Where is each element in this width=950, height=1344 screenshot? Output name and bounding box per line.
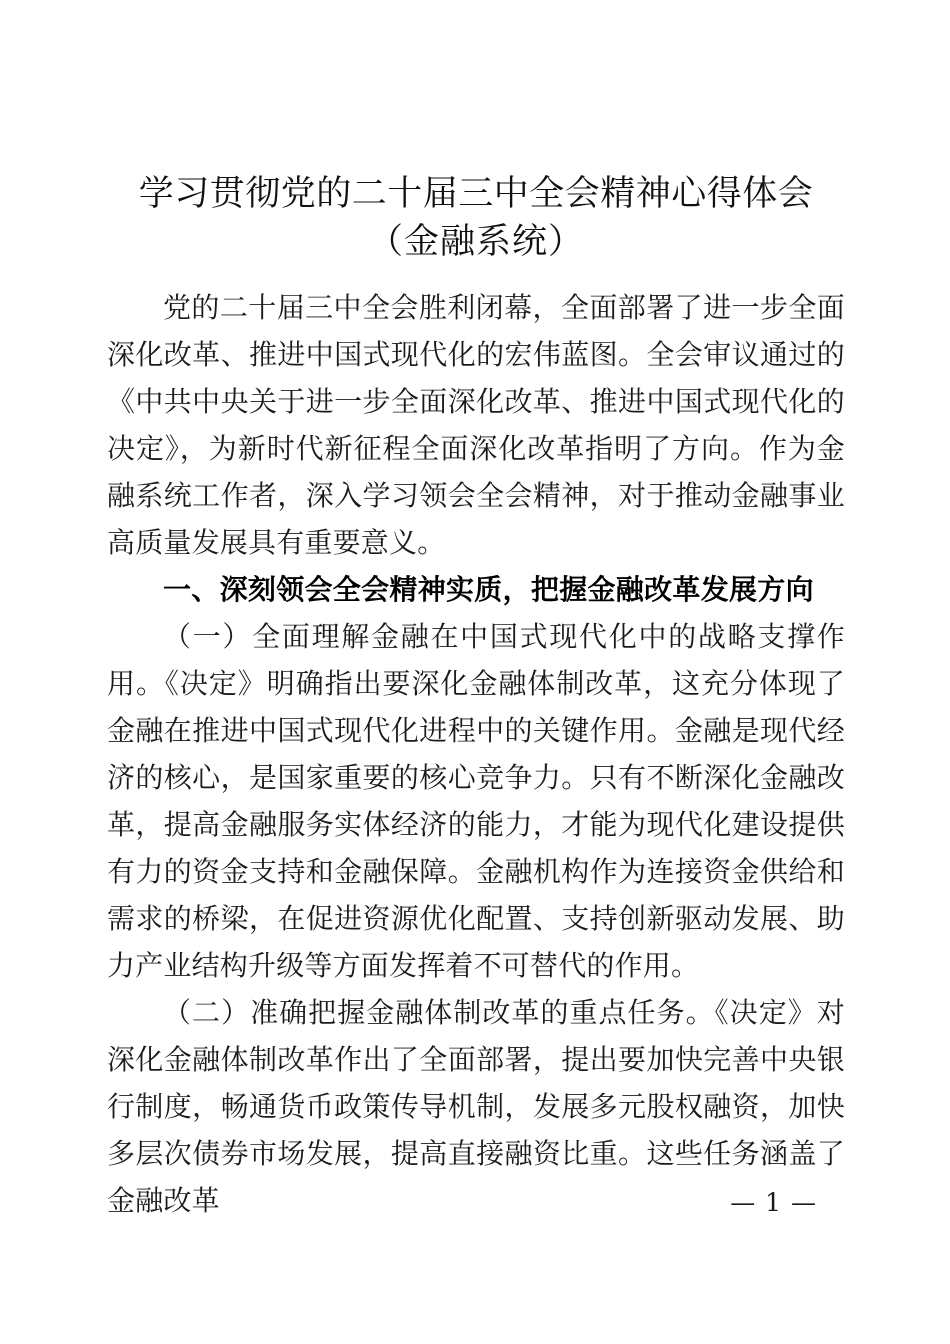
page-number-footer: — 1 — (730, 1188, 817, 1217)
section-heading-1: 一、深刻领会全会精神实质，把握金融改革发展方向 (163, 573, 814, 606)
paragraph-sub-1-1: （一）全面理解金融在中国式现代化中的战略支撑作用。《决定》明确指出要深化金融体制改革，这充分体现了金融在推进中国式现代化进程中的关键作用。金融是现代经济的核心，是国家重要的核心竞争力。只有不断深化金融改革，提高金融服务实体经济的能力，才能为现代化建设提供有力的资金支持和金融保障。金融机构作为连接资金供给和需求的桥梁，在促进资源优化配置、支持创新驱动发展、助力产业结构升级等方面发挥着不可替代的作用。 (107, 620, 845, 982)
document-content (107, 0, 845, 1224)
page-title (107, 0, 845, 266)
paragraph-intro: 党的二十届三中全会胜利闭幕，全面部署了进一步全面深化改革、推进中国式现代化的宏伟蓝图。全会审议通过的《中共中央关于进一步全面深化改革、推进中国式现代化的决定》，为新时代新征程全面深化改革指明了方向。作为金融系统工作者，深入学习领会全会精神，对于推动金融事业高质量发展具有重要意义。 (107, 291, 845, 559)
page-title-line-1: 学习贯彻党的二十届三中全会精神心得体会 (138, 174, 814, 214)
page-title-line-2: （金融系统） (367, 222, 584, 262)
paragraph-sub-1-2: （二）准确把握金融体制改革的重点任务。《决定》对深化金融体制改革作出了全面部署，提出要加快完善中央银行制度，畅通货币政策传导机制，发展多元股权融资，加快多层次债券市场发展，提高直接融资比重。这些任务涵盖了金融改革 (107, 996, 845, 1217)
